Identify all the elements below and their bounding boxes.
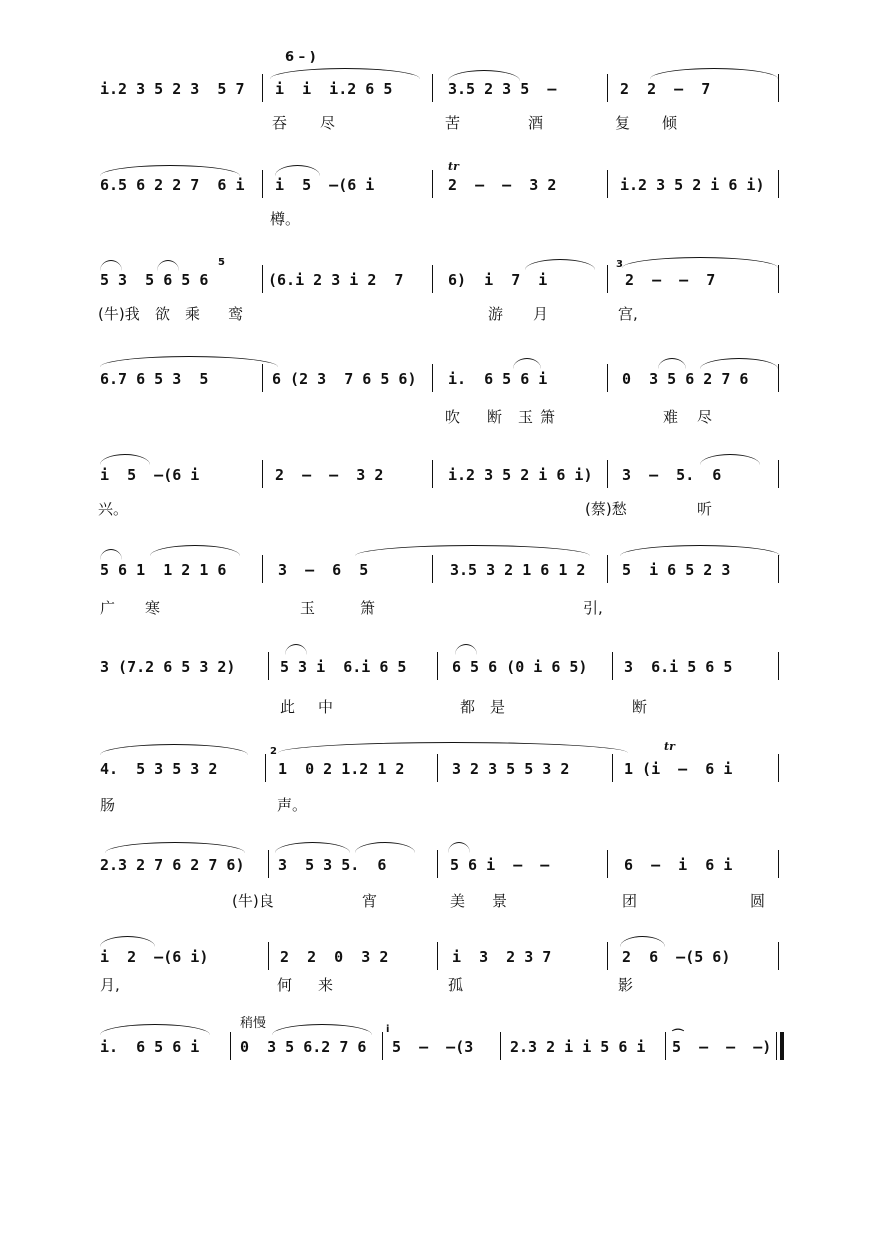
lyric: 影 — [618, 976, 634, 994]
barline — [262, 74, 263, 102]
lyric: 断 — [632, 698, 648, 716]
slur — [620, 936, 665, 947]
slur — [658, 358, 686, 369]
lyric: 鸾 — [228, 305, 244, 323]
slur — [100, 260, 122, 271]
barline — [262, 265, 263, 293]
slur — [275, 165, 320, 176]
measure: 0 3 5 6 2 7 6 — [622, 370, 749, 388]
measure: 4. 5 3 5 3 2 — [100, 760, 218, 778]
measure: 5 3 i 6.i 6 5 — [280, 658, 407, 676]
measure: 2 2 – 7 — [620, 80, 711, 98]
slur — [285, 644, 307, 655]
barline — [268, 942, 269, 970]
measure: i. 6 5 6 i — [448, 370, 548, 388]
measure: 6 – i 6 i — [624, 856, 733, 874]
measure: 2 – – 3 2 — [275, 466, 384, 484]
barline — [778, 555, 779, 583]
measure: i 5 –(6 i — [100, 466, 200, 484]
barline — [607, 170, 608, 198]
slur — [700, 358, 778, 369]
barline — [265, 754, 266, 782]
measure: 3 6.i 5 6 5 — [624, 658, 733, 676]
barline — [778, 942, 779, 970]
measure: 6.5 6 2 2 7 6 i — [100, 176, 245, 194]
barline — [437, 754, 438, 782]
measure: 3.5 3 2 1 6 1 2 — [450, 561, 586, 579]
slur — [100, 549, 122, 560]
tempo-mark: 稍慢 — [240, 1016, 267, 1031]
notation-line — [0, 561, 888, 583]
slur — [100, 165, 240, 176]
barline — [607, 555, 608, 583]
lyric: 圆 — [750, 892, 766, 910]
slur — [355, 545, 590, 556]
slur — [100, 744, 248, 755]
barline — [432, 460, 433, 488]
lyrics-line — [0, 696, 888, 718]
notation-line — [0, 466, 888, 488]
lyric: 肠 — [100, 796, 116, 814]
measure: i 3 2 3 7 — [452, 948, 552, 966]
trill-mark: tr — [448, 160, 459, 173]
barline — [268, 850, 269, 878]
measure: i. 6 5 6 i — [100, 1038, 200, 1056]
lyrics-line — [0, 112, 888, 134]
barline — [262, 460, 263, 488]
measure: 3 – 5. 6 — [622, 466, 722, 484]
slur — [275, 842, 350, 853]
lyric: 兴。 — [98, 500, 129, 518]
barline — [432, 74, 433, 102]
lyric: 游 — [488, 305, 504, 323]
lyric: 引, — [583, 599, 603, 617]
lyric: 欲 — [155, 305, 171, 323]
lyric: 复 — [615, 114, 631, 132]
measure: 2 6 –(5 6) — [622, 948, 731, 966]
measure: 5 6 1 1 2 1 6 — [100, 561, 227, 579]
measure: 5 3 5 6 5 6 — [100, 271, 209, 289]
slur — [272, 1024, 372, 1035]
barline — [778, 754, 779, 782]
slur — [150, 545, 240, 556]
measure: 3 2 3 5 5 3 2 — [452, 760, 570, 778]
lyrics-line — [0, 303, 888, 325]
barline — [432, 364, 433, 392]
measure: 0 3 5 6.2 7 6 — [240, 1038, 367, 1056]
barline — [607, 74, 608, 102]
grace-note: 2 — [270, 746, 277, 757]
lyric: 广 — [100, 599, 116, 617]
measure: 3 (7.2 6 5 3 2) — [100, 658, 236, 676]
notation-line — [0, 760, 888, 782]
lyric: 苦 — [445, 114, 461, 132]
lyric: 此 — [280, 698, 296, 716]
lyric: 樽。 — [270, 210, 301, 228]
grace-note: 5 — [218, 257, 225, 268]
notation-line — [0, 80, 888, 102]
measure: 5 i 6 5 2 3 — [622, 561, 731, 579]
slur — [157, 260, 179, 271]
notation-line — [0, 1038, 888, 1060]
measure: 1 (i – 6 i — [624, 760, 733, 778]
barline — [437, 652, 438, 680]
lyrics-line — [0, 974, 888, 996]
measure: 6 (2 3 7 6 5 6) — [272, 370, 417, 388]
lyric: (牛)良 — [232, 892, 274, 910]
measure: 5 6 i – – — [450, 856, 550, 874]
measure: (6.i 2 3 i 2 7 — [268, 271, 404, 289]
barline — [432, 555, 433, 583]
measure: 6 5 6 (0 i 6 5) — [452, 658, 588, 676]
barline — [778, 364, 779, 392]
measure: 1 0 2 1.2 1 2 — [278, 760, 405, 778]
lyric: 吞 — [272, 114, 288, 132]
measure: i.2 3 5 2 3 5 7 — [100, 80, 245, 98]
barline — [607, 460, 608, 488]
lyric: 玉 — [300, 599, 316, 617]
measure: i.2 3 5 2 i 6 i) — [448, 466, 593, 484]
lyrics-line — [0, 890, 888, 912]
lyric: 箫 — [360, 599, 376, 617]
lyric: (牛)我 — [98, 305, 140, 323]
lyrics-line — [0, 406, 888, 428]
lyrics-line — [0, 597, 888, 619]
lyric: 是 — [490, 698, 506, 716]
barline — [262, 555, 263, 583]
measure: 2 2 0 3 2 — [280, 948, 389, 966]
barline — [778, 652, 779, 680]
lyrics-line — [0, 208, 888, 230]
slur — [105, 842, 245, 853]
lyric: 来 — [318, 976, 334, 994]
measure: i i i.2 6 5 — [275, 80, 393, 98]
barline — [437, 942, 438, 970]
measure: 3 5 3 5. 6 — [278, 856, 387, 874]
lyric: 宫, — [618, 305, 638, 323]
trill-mark: tr — [664, 740, 675, 753]
notation-line — [0, 370, 888, 392]
slur — [650, 68, 778, 79]
barline — [607, 265, 608, 293]
notation-line — [0, 271, 888, 293]
measure: 3 – 6 5 — [278, 561, 369, 579]
barline — [432, 265, 433, 293]
measure: 2 – – 3 2 — [448, 176, 557, 194]
slur — [620, 545, 780, 556]
slur — [455, 644, 477, 655]
slur — [448, 70, 520, 81]
barline — [382, 1032, 383, 1060]
barline — [607, 364, 608, 392]
slur — [100, 1024, 210, 1035]
slur — [513, 358, 541, 369]
barline — [262, 170, 263, 198]
measure: i 2 –(6 i) — [100, 948, 209, 966]
lyric: 乘 — [185, 305, 201, 323]
lyric: 箫 — [540, 408, 556, 426]
slur — [355, 842, 415, 853]
lyrics-line — [0, 498, 888, 520]
barline — [500, 1032, 501, 1060]
measure: 2.3 2 i i 5 6 i — [510, 1038, 646, 1056]
lyric: 声。 — [277, 796, 308, 814]
notation-line — [0, 176, 888, 198]
barline — [778, 170, 779, 198]
barline — [432, 170, 433, 198]
lyric: 团 — [622, 892, 638, 910]
slur — [700, 454, 760, 465]
lyrics-line — [0, 794, 888, 816]
lyric: 玉 — [518, 408, 534, 426]
grace-note: 3 — [616, 259, 623, 270]
measure: 3.5 2 3 5 – — [448, 80, 557, 98]
barline — [612, 652, 613, 680]
lyric: 听 — [697, 500, 713, 518]
slur — [100, 454, 150, 465]
measure: 6.7 6 5 3 5 — [100, 370, 209, 388]
measure: 6) i 7 i — [448, 271, 548, 289]
slur — [278, 742, 628, 753]
measure: 5 – –(3 — [392, 1038, 474, 1056]
lyric: 尽 — [320, 114, 336, 132]
tempo-mark: 6 – ) — [285, 50, 316, 65]
grace-note: i — [386, 1024, 390, 1035]
lyric: 中 — [318, 698, 334, 716]
slur — [448, 842, 470, 853]
barline — [607, 850, 608, 878]
lyric: 尽 — [697, 408, 713, 426]
lyric: 难 — [663, 408, 679, 426]
notation-line — [0, 948, 888, 970]
notation-line — [0, 658, 888, 680]
slur — [622, 257, 778, 268]
barline — [778, 74, 779, 102]
barline — [437, 850, 438, 878]
slur — [100, 936, 155, 947]
barline — [778, 460, 779, 488]
barline — [262, 364, 263, 392]
barline — [665, 1032, 666, 1060]
lyric: 吹 — [445, 408, 461, 426]
notation-line — [0, 856, 888, 878]
barline — [607, 942, 608, 970]
lyric: 孤 — [448, 976, 464, 994]
lyric: 寒 — [145, 599, 161, 617]
lyric: 何 — [277, 976, 293, 994]
lyric: 断 — [487, 408, 503, 426]
lyric: 都 — [460, 698, 476, 716]
lyric: 倾 — [662, 114, 678, 132]
measure: 2 – – 7 — [625, 271, 716, 289]
barline — [778, 265, 779, 293]
lyric: 酒 — [528, 114, 544, 132]
measure: i.2 3 5 2 i 6 i) — [620, 176, 765, 194]
barline — [230, 1032, 231, 1060]
barline — [612, 754, 613, 782]
slur — [270, 68, 420, 79]
measure: i 5 –(6 i — [275, 176, 375, 194]
lyric: 宵 — [362, 892, 378, 910]
measure: 5 – – –) — [672, 1038, 772, 1056]
lyric: 月, — [100, 976, 120, 994]
slur — [525, 259, 595, 270]
lyric: 景 — [492, 892, 508, 910]
lyric: 美 — [450, 892, 466, 910]
fermata: ⌒ — [672, 1028, 685, 1042]
final-barline — [776, 1032, 784, 1060]
lyric: (蔡)愁 — [585, 500, 627, 518]
barline — [268, 652, 269, 680]
slur — [100, 356, 278, 367]
lyric: 月 — [533, 305, 549, 323]
measure: 2.3 2 7 6 2 7 6) — [100, 856, 245, 874]
barline — [778, 850, 779, 878]
